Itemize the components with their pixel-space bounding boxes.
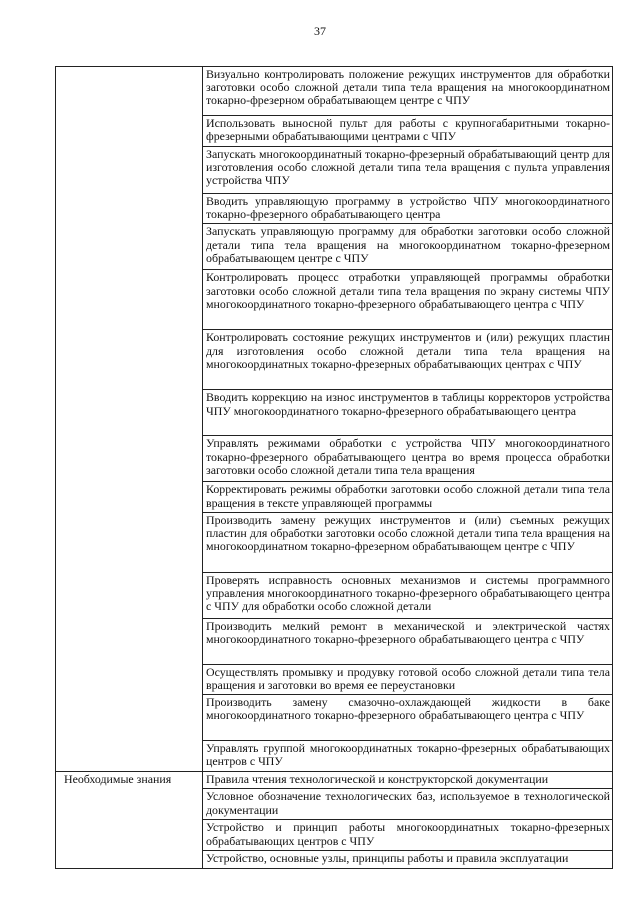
- table-cell: Осуществлять промывку и продувку готовой особо сложной детали типа тела вращения и заготовки во время ее переустановки: [203, 664, 613, 694]
- table-row: [56, 772, 613, 789]
- table-cell: Производить замену смазочно-охлаждающей жидкости в баке многокоординатного токарно-фрезерного обрабатывающего центра с ЧПУ: [203, 695, 613, 741]
- table-cell: Визуально контролировать положение режущих инструментов для обработки заготовки особо сложной детали типа тела вращения на многокоординатном токарно-фрезерном обрабатывающем центре с ЧПУ: [203, 67, 613, 116]
- group-label-cell: [56, 67, 203, 772]
- table-cell: Вводить управляющую программу в устройство ЧПУ многокоординатного токарно-фрезерного обрабатывающего центра: [203, 194, 613, 224]
- table-cell: Запускать многокоординатный токарно-фрезерный обрабатывающий центр для изготовления особо сложной детали типа тела вращения с пульта управления устройства ЧПУ: [203, 147, 613, 194]
- table-cell: Производить мелкий ремонт в механической и электрической частях многокоординатного токарно-фрезерного обрабатывающего центра с ЧПУ: [203, 618, 613, 664]
- table-cell: Контролировать состояние режущих инструментов и (или) режущих пластин для изготовления особо сложной детали типа тела вращения на многокоординатных токарно-фрезерных обрабатывающих центрах с ЧПУ: [203, 330, 613, 390]
- competency-table: [55, 66, 613, 869]
- table-cell: Контролировать процесс отработки управляющей программы обработки заготовки особо сложной детали типа тела вращения по экрану системы ЧПУ многокоординатного токарно-фрезерного обрабатывающего центра с ЧПУ: [203, 270, 613, 330]
- table-cell: Устройство и принцип работы многокоординатных токарно-фрезерных обрабатывающих центров с ЧПУ: [203, 820, 613, 851]
- table-cell: Запускать управляющую программу для обработки заготовки особо сложной детали типа тела вращения на многокоординатном токарно-фрезерном обрабатывающем центре с ЧПУ: [203, 224, 613, 270]
- table-cell: Устройство, основные узлы, принципы работы и правила эксплуатации: [203, 851, 613, 868]
- table-cell: Условное обозначение технологических баз, используемое в технологической документации: [203, 789, 613, 820]
- table-cell: Проверять исправность основных механизмов и системы программного управления многокоординатного токарно-фрезерного обрабатывающего центра с ЧПУ для обработки особо сложной детали: [203, 572, 613, 618]
- table-cell: Управлять группой многокоординатных токарно-фрезерных обрабатывающих центров с ЧПУ: [203, 741, 613, 772]
- table-cell: Корректировать режимы обработки заготовки особо сложной детали типа тела вращения в тексте управляющей программы: [203, 482, 613, 512]
- table-row: [56, 67, 613, 116]
- table-cell: Производить замену режущих инструментов и (или) съемных режущих пластин для обработки заготовки особо сложной детали типа тела вращения на многокоординатном токарно-фрезерном обрабатывающем центре с ЧПУ: [203, 512, 613, 572]
- table-cell: Вводить коррекцию на износ инструментов в таблицы корректоров устройства ЧПУ многокоординатного токарно-фрезерного обрабатывающего центра: [203, 390, 613, 436]
- group-label: Необходимые знания: [64, 772, 172, 787]
- page-number: 37: [314, 24, 326, 38]
- group-label-cell: [56, 772, 203, 868]
- table-cell: Использовать выносной пульт для работы с крупногабаритными токарно-фрезерными обрабатывающими центрами с ЧПУ: [203, 116, 613, 147]
- table-cell: Управлять режимами обработки с устройства ЧПУ многокоординатного токарно-фрезерного обрабатывающего центра во время процесса обработки заготовки особо сложной детали типа тела вращения: [203, 436, 613, 482]
- table-cell: Правила чтения технологической и конструкторской документации: [203, 772, 613, 789]
